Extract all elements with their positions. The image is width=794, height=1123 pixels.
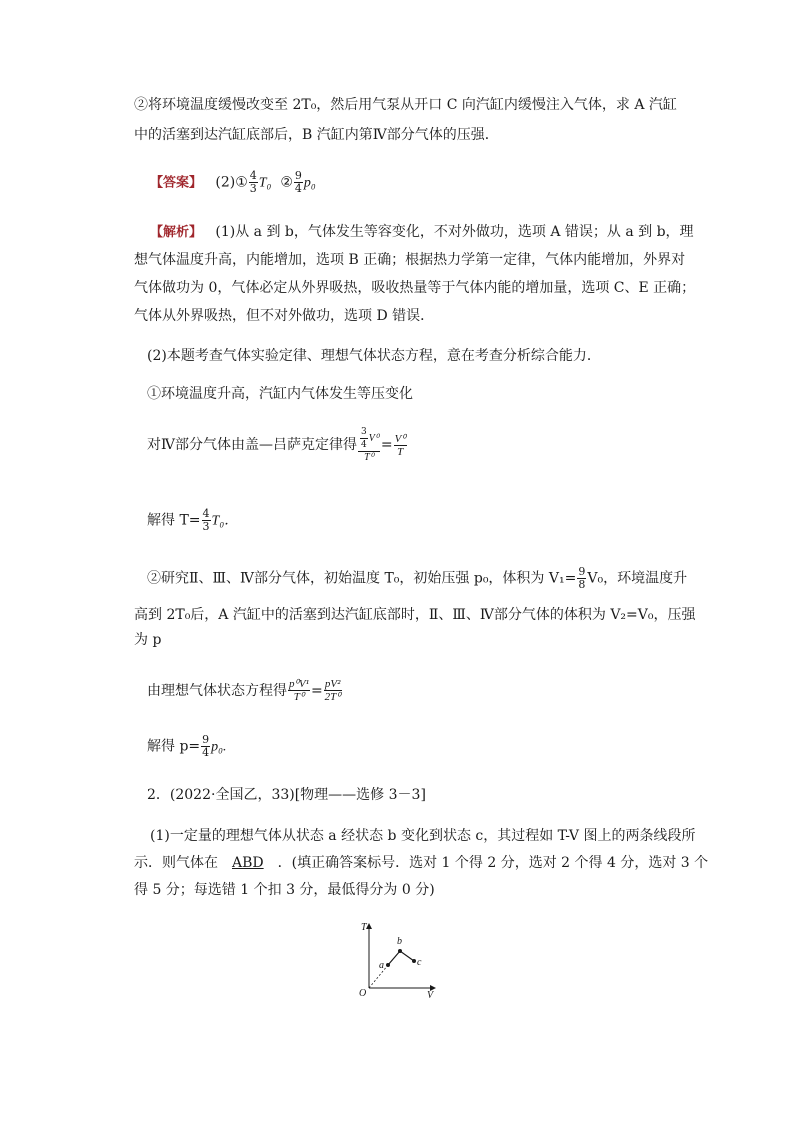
question-line: 示．则气体在 ABD ．(填正确答案标号．选对 1 个得 2 分，选对 2 个得 4 分，选对 3 个	[134, 855, 709, 871]
point-a	[386, 963, 390, 967]
process-path	[388, 951, 414, 965]
point-b	[398, 949, 402, 953]
analysis-text: 高到 2T₀后，A 汽缸中的活塞到达汽缸底部时，Ⅱ、Ⅲ、Ⅳ部分气体的体积为 V₂=V₀，压强	[134, 607, 696, 623]
analysis-text: 想气体温度升高，内能增加，选项 B 正确；根据热力学第一定律，气体内能增加，外界对	[134, 252, 686, 268]
compound-fraction: $\frac{3}{4}$ V⁰ T⁰	[358, 426, 380, 464]
question-line: 中的活塞到达汽缸底部后，B 汽缸内第Ⅳ部分气体的压强．	[134, 127, 499, 143]
analysis-text: (1)从 a 到 b，气体发生等容变化，不对外做功，选项 A 错误；从 a 到 b，理	[215, 224, 694, 240]
analysis-text: (2)本题考查气体实验定律、理想气体状态方程，意在考查分析综合能力．	[147, 348, 601, 364]
equation-ideal-gas: 由理想气体状态方程得 $\frac{\text{p⁰V¹}}{\text{T⁰}}$ = $\frac{\text{pV²}}{\text{2T⁰}}$	[147, 678, 341, 703]
y-axis-label: T	[361, 922, 367, 933]
question-line: 得 5 分；每选错 1 个扣 3 分，最低得分为 0 分)	[134, 882, 435, 898]
fraction: $\frac{\text{V⁰}}{T}$	[394, 432, 406, 458]
x-axis-label: V	[427, 990, 434, 1000]
answer-tag: 【答案】	[150, 175, 203, 191]
analysis-text: ②研究Ⅱ、Ⅲ、Ⅳ部分气体，初始温度 T₀，初始压强 p₀，体积为 V₁= $\frac{9}{8}$ V₀，环境温度升	[147, 565, 688, 591]
answer-var: p₀	[303, 175, 316, 191]
answer-fraction: $\frac{4}{3}$	[249, 169, 257, 195]
point-c-label: c	[417, 957, 422, 968]
analysis-text: 气体做功为 0，气体必定从外界吸热，吸收热量等于气体内能的增加量，选项 C、E 正确；	[134, 280, 696, 296]
answer-fraction: $\frac{9}{4}$	[294, 169, 302, 195]
answer-var: T₀	[258, 175, 272, 191]
tv-graph	[355, 918, 445, 1000]
point-c	[412, 959, 416, 963]
answer-row	[150, 170, 316, 195]
analysis-text: 气体从外界吸热，但不对外做功，选项 D 错误．	[134, 308, 435, 324]
question-line: ②将环境温度缓慢改变至 2T₀，然后用气泵从开口 C 向汽缸内缓慢注入气体，求 A 汽缸	[134, 97, 677, 113]
question-line: (1)一定量的理想气体从状态 a 经状态 b 变化到状态 c，其过程如 T-V 图上的两条线段所	[150, 828, 696, 844]
analysis-text: ①环境温度升高，汽缸内气体发生等压变化	[147, 386, 413, 402]
solution-line: 解得 T= $\frac{4}{3}$ T₀．	[147, 507, 239, 533]
answer-prefix: (2)①	[215, 174, 248, 191]
analysis-text: 为 p	[134, 632, 162, 648]
equation-text: 对Ⅳ部分气体由盖—吕萨克定律得	[147, 437, 357, 453]
point-b-label: b	[397, 936, 402, 947]
answer-mid: ②	[280, 174, 293, 191]
analysis-row	[150, 222, 694, 243]
question-header: 2．(2022·全国乙，33)[物理——选修 3－3]	[147, 787, 426, 803]
answer-blank: ABD	[232, 855, 264, 871]
solution-line: 解得 p= $\frac{9}{4}$ p₀.	[147, 733, 227, 759]
origin-label: O	[359, 988, 367, 999]
point-a-label: a	[379, 960, 384, 971]
equation-gay-lussac: 对Ⅳ部分气体由盖—吕萨克定律得 $\frac{3}{4}$ V⁰ T⁰ = $\frac{\text{V⁰}}{T}$	[147, 427, 406, 463]
analysis-tag: 【解析】	[150, 225, 203, 240]
